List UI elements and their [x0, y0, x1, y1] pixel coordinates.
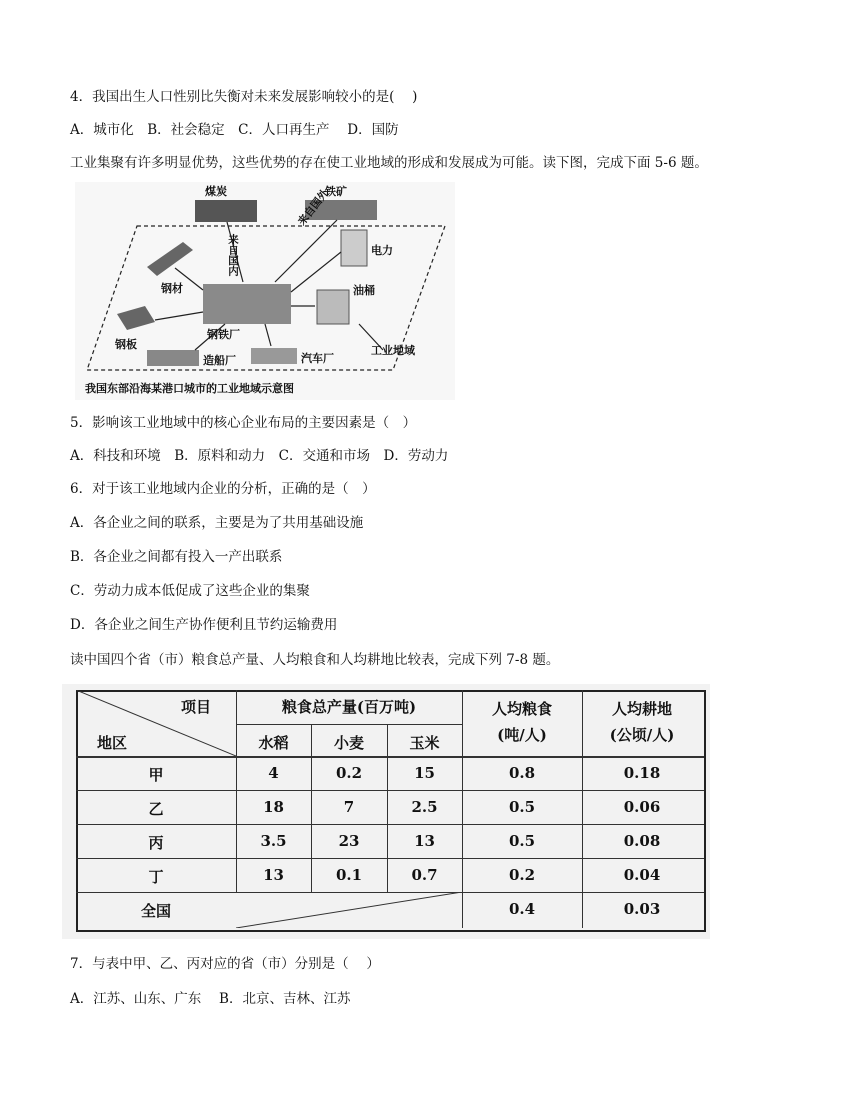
row-corn: 2.5: [411, 798, 438, 816]
row-region: 甲: [148, 766, 164, 784]
label-iron: 铁矿: [325, 185, 347, 198]
total-land: 0.03: [623, 900, 661, 918]
header-rice: 水稻: [258, 734, 289, 752]
coal-image: [195, 200, 257, 222]
row-rice: 4: [268, 764, 279, 782]
grain-table: [62, 684, 710, 939]
row-wheat: 7: [343, 798, 355, 816]
header-item: 项目: [180, 698, 211, 716]
car-image: [251, 348, 297, 364]
row-region: 丁: [148, 868, 164, 886]
q6-option-d: D．各企业之间生产协作便利且节约运输费用: [70, 617, 338, 633]
figure-caption: 我国东部沿海某港口城市的工业地域示意图: [85, 382, 294, 395]
q6-stem: 6．对于该工业地域内企业的分析，正确的是（ ）: [70, 481, 376, 497]
q4-stem: 4．我国出生人口性别比失衡对未来发展影响较小的是( ): [70, 89, 418, 105]
q5-options: A．科技和环境 B．原料和动力 C．交通和市场 D．劳动力: [70, 448, 449, 464]
row-grain: 0.5: [508, 798, 536, 816]
row-grain: 0.2: [508, 866, 536, 884]
row-grain: 0.8: [508, 764, 536, 782]
total-region: 全国: [140, 902, 171, 920]
industrial-region-figure: [75, 182, 455, 400]
row-land: 0.18: [623, 764, 661, 782]
header-corn: 玉米: [409, 734, 440, 752]
label-coal: 煤炭: [205, 185, 227, 198]
ship-image: [147, 350, 199, 366]
row-wheat: 23: [338, 832, 360, 850]
q6-option-c: C．劳动力成本低促成了这些企业的集聚: [70, 583, 310, 599]
row-corn: 0.7: [411, 866, 438, 884]
row-grain: 0.5: [508, 832, 536, 850]
oil-image: [317, 290, 349, 324]
header-wheat: 小麦: [333, 734, 364, 752]
label-plate: 钢板: [115, 338, 137, 351]
label-power: 电力: [371, 244, 393, 257]
label-from-abroad: 来自国外: [295, 187, 332, 228]
intro-5-6: 工业集聚有许多明显优势，这些优势的存在使工业地域的形成和发展成为可能。读下图，完成下面 5-6 题。: [70, 155, 708, 171]
row-region: 乙: [148, 800, 164, 818]
label-region: 工业地域: [371, 344, 415, 357]
row-corn: 15: [414, 764, 435, 782]
header-per-grain-1: 人均粮食: [491, 700, 552, 718]
q6-option-b: B．各企业之间都有投入一产出联系: [70, 549, 283, 565]
row-wheat: 0.1: [335, 866, 363, 884]
header-per-land-2: (公顷/人): [609, 726, 675, 744]
row-land: 0.06: [623, 798, 661, 816]
q5-stem: 5．影响该工业地域中的核心企业布局的主要因素是（ ）: [70, 415, 417, 431]
header-grain-total: 粮食总产量(百万吨): [281, 698, 417, 716]
row-land: 0.04: [623, 866, 661, 884]
label-from-domestic: 来自国内: [227, 234, 239, 276]
label-ship: 造船厂: [203, 354, 236, 367]
label-steel: 钢材: [161, 282, 183, 295]
total-grain: 0.4: [508, 900, 536, 918]
label-car: 汽车厂: [301, 352, 334, 365]
row-region: 丙: [148, 834, 164, 852]
power-image: [341, 230, 367, 266]
q7-options: A．江苏、山东、广东 B．北京、吉林、江苏: [70, 991, 351, 1007]
header-per-grain-2: (吨/人): [497, 726, 547, 744]
row-rice: 18: [263, 798, 284, 816]
row-land: 0.08: [623, 832, 661, 850]
intro-7-8: 读中国四个省（市）粮食总产量、人均粮食和人均耕地比较表，完成下列 7-8 题。: [70, 652, 560, 668]
row-rice: 13: [263, 866, 284, 884]
steel-mill-image: [203, 284, 291, 324]
row-rice: 3.5: [260, 832, 287, 850]
q4-options: A．城市化 B．社会稳定 C．人口再生产 D．国防: [70, 122, 399, 138]
label-oil: 油桶: [353, 284, 375, 297]
header-region: 地区: [96, 734, 127, 752]
row-corn: 13: [414, 832, 435, 850]
header-per-land-1: 人均耕地: [611, 700, 672, 718]
label-mill: 钢铁厂: [207, 328, 240, 341]
q6-option-a: A．各企业之间的联系，主要是为了共用基础设施: [70, 515, 364, 531]
q7-stem: 7．与表中甲、乙、丙对应的省（市）分别是（ ）: [70, 956, 380, 972]
row-wheat: 0.2: [335, 764, 363, 782]
